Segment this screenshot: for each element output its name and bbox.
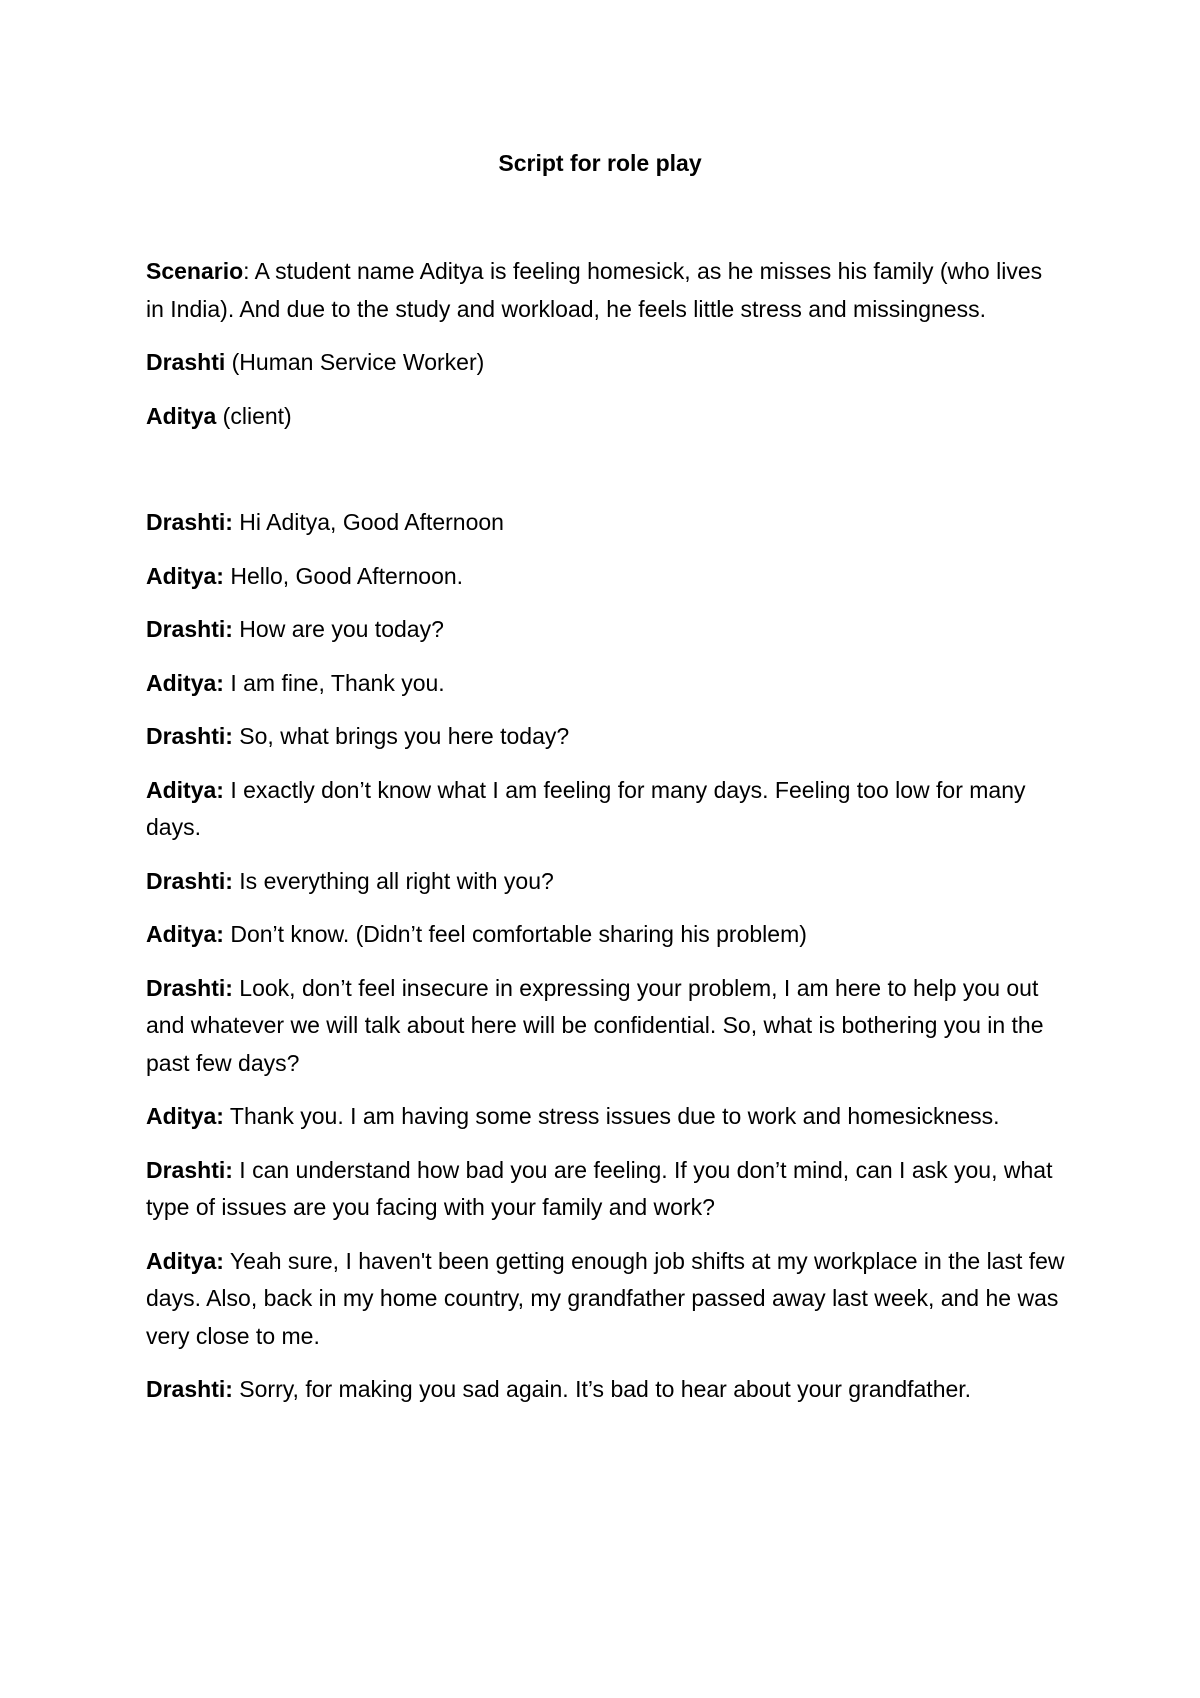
dialogue-text: Hello, Good Afternoon. bbox=[223, 562, 464, 589]
dialogue-text: Is everything all right with you? bbox=[232, 867, 554, 894]
role-name: Aditya bbox=[146, 402, 217, 429]
speaker-name: Drashti: bbox=[146, 723, 233, 749]
speaker-name: Aditya: bbox=[146, 1103, 224, 1129]
speaker-name: Aditya: bbox=[146, 776, 224, 803]
speaker-name: Aditya: bbox=[146, 669, 224, 696]
role-line bbox=[146, 398, 1066, 436]
scenario-label: Scenario bbox=[146, 258, 244, 284]
role-name: Drashti bbox=[146, 349, 226, 375]
dialogue-line bbox=[146, 1152, 1066, 1227]
dialogue-line bbox=[146, 558, 1066, 596]
role-description: (Human Service Worker) bbox=[225, 349, 485, 375]
dialogue-text: Yeah sure, I haven't been getting enough job shifts at my workplace in the last few days. Also, back in my home country, my grandfather passed away last week, and he was very close to me. bbox=[146, 1247, 1065, 1349]
dialogue-text: Sorry, for making you sad again. It’s bad to hear about your grandfather. bbox=[232, 1376, 972, 1402]
document-body bbox=[146, 253, 1066, 1425]
dialogue-line bbox=[146, 611, 1066, 649]
dialogue-line bbox=[146, 1371, 1066, 1409]
dialogue-line bbox=[146, 916, 1066, 954]
dialogue-line bbox=[146, 504, 1066, 542]
speaker-name: Drashti: bbox=[146, 1376, 233, 1402]
dialogue-line bbox=[146, 1098, 1066, 1136]
scenario-separator: : bbox=[243, 258, 255, 284]
document-title: Script for role play bbox=[498, 150, 702, 176]
dialogue-line bbox=[146, 772, 1066, 847]
dialogue-line bbox=[146, 1243, 1066, 1356]
role-line bbox=[146, 344, 1066, 382]
dialogue-line bbox=[146, 863, 1066, 901]
dialogue-text: Hi Aditya, Good Afternoon bbox=[232, 509, 504, 535]
dialogue-text: Don’t know. (Didn’t feel comfortable sharing his problem) bbox=[223, 921, 807, 947]
dialogue-text: I am fine, Thank you. bbox=[223, 669, 445, 696]
speaker-name: Drashti: bbox=[146, 1156, 233, 1183]
dialogue-text: I can understand how bad you are feeling. If you don’t mind, can I ask you, what type of issues are you facing with your family and work? bbox=[146, 1156, 1053, 1220]
dialogue-text: So, what brings you here today? bbox=[232, 723, 570, 749]
dialogue-text: How are you today? bbox=[232, 616, 444, 642]
speaker-name: Drashti: bbox=[146, 974, 233, 1001]
speaker-name: Drashti: bbox=[146, 867, 233, 894]
role-description: (client) bbox=[216, 402, 292, 429]
speaker-name: Aditya: bbox=[146, 1247, 224, 1274]
scenario-paragraph bbox=[146, 253, 1066, 328]
dialogue-line bbox=[146, 970, 1066, 1083]
speaker-name: Drashti: bbox=[146, 616, 233, 642]
speaker-name: Aditya: bbox=[146, 921, 224, 947]
dialogue-line bbox=[146, 718, 1066, 756]
section-spacer bbox=[146, 451, 1066, 504]
dialogue-text: Thank you. I am having some stress issues due to work and homesickness. bbox=[223, 1103, 1000, 1129]
dialogue-text: I exactly don’t know what I am feeling for many days. Feeling too low for many days. bbox=[146, 776, 1026, 840]
scenario-text: A student name Aditya is feeling homesick, as he misses his family (who lives in India). And due to the study and workload, he feels little stress and missingness. bbox=[146, 258, 1043, 322]
speaker-name: Aditya: bbox=[146, 562, 224, 589]
dialogue-line bbox=[146, 665, 1066, 703]
speaker-name: Drashti: bbox=[146, 509, 233, 535]
dialogue-text: Look, don’t feel insecure in expressing your problem, I am here to help you out and whatever we will talk about here will be confidential. So, what is bothering you in the past few days? bbox=[146, 974, 1044, 1076]
